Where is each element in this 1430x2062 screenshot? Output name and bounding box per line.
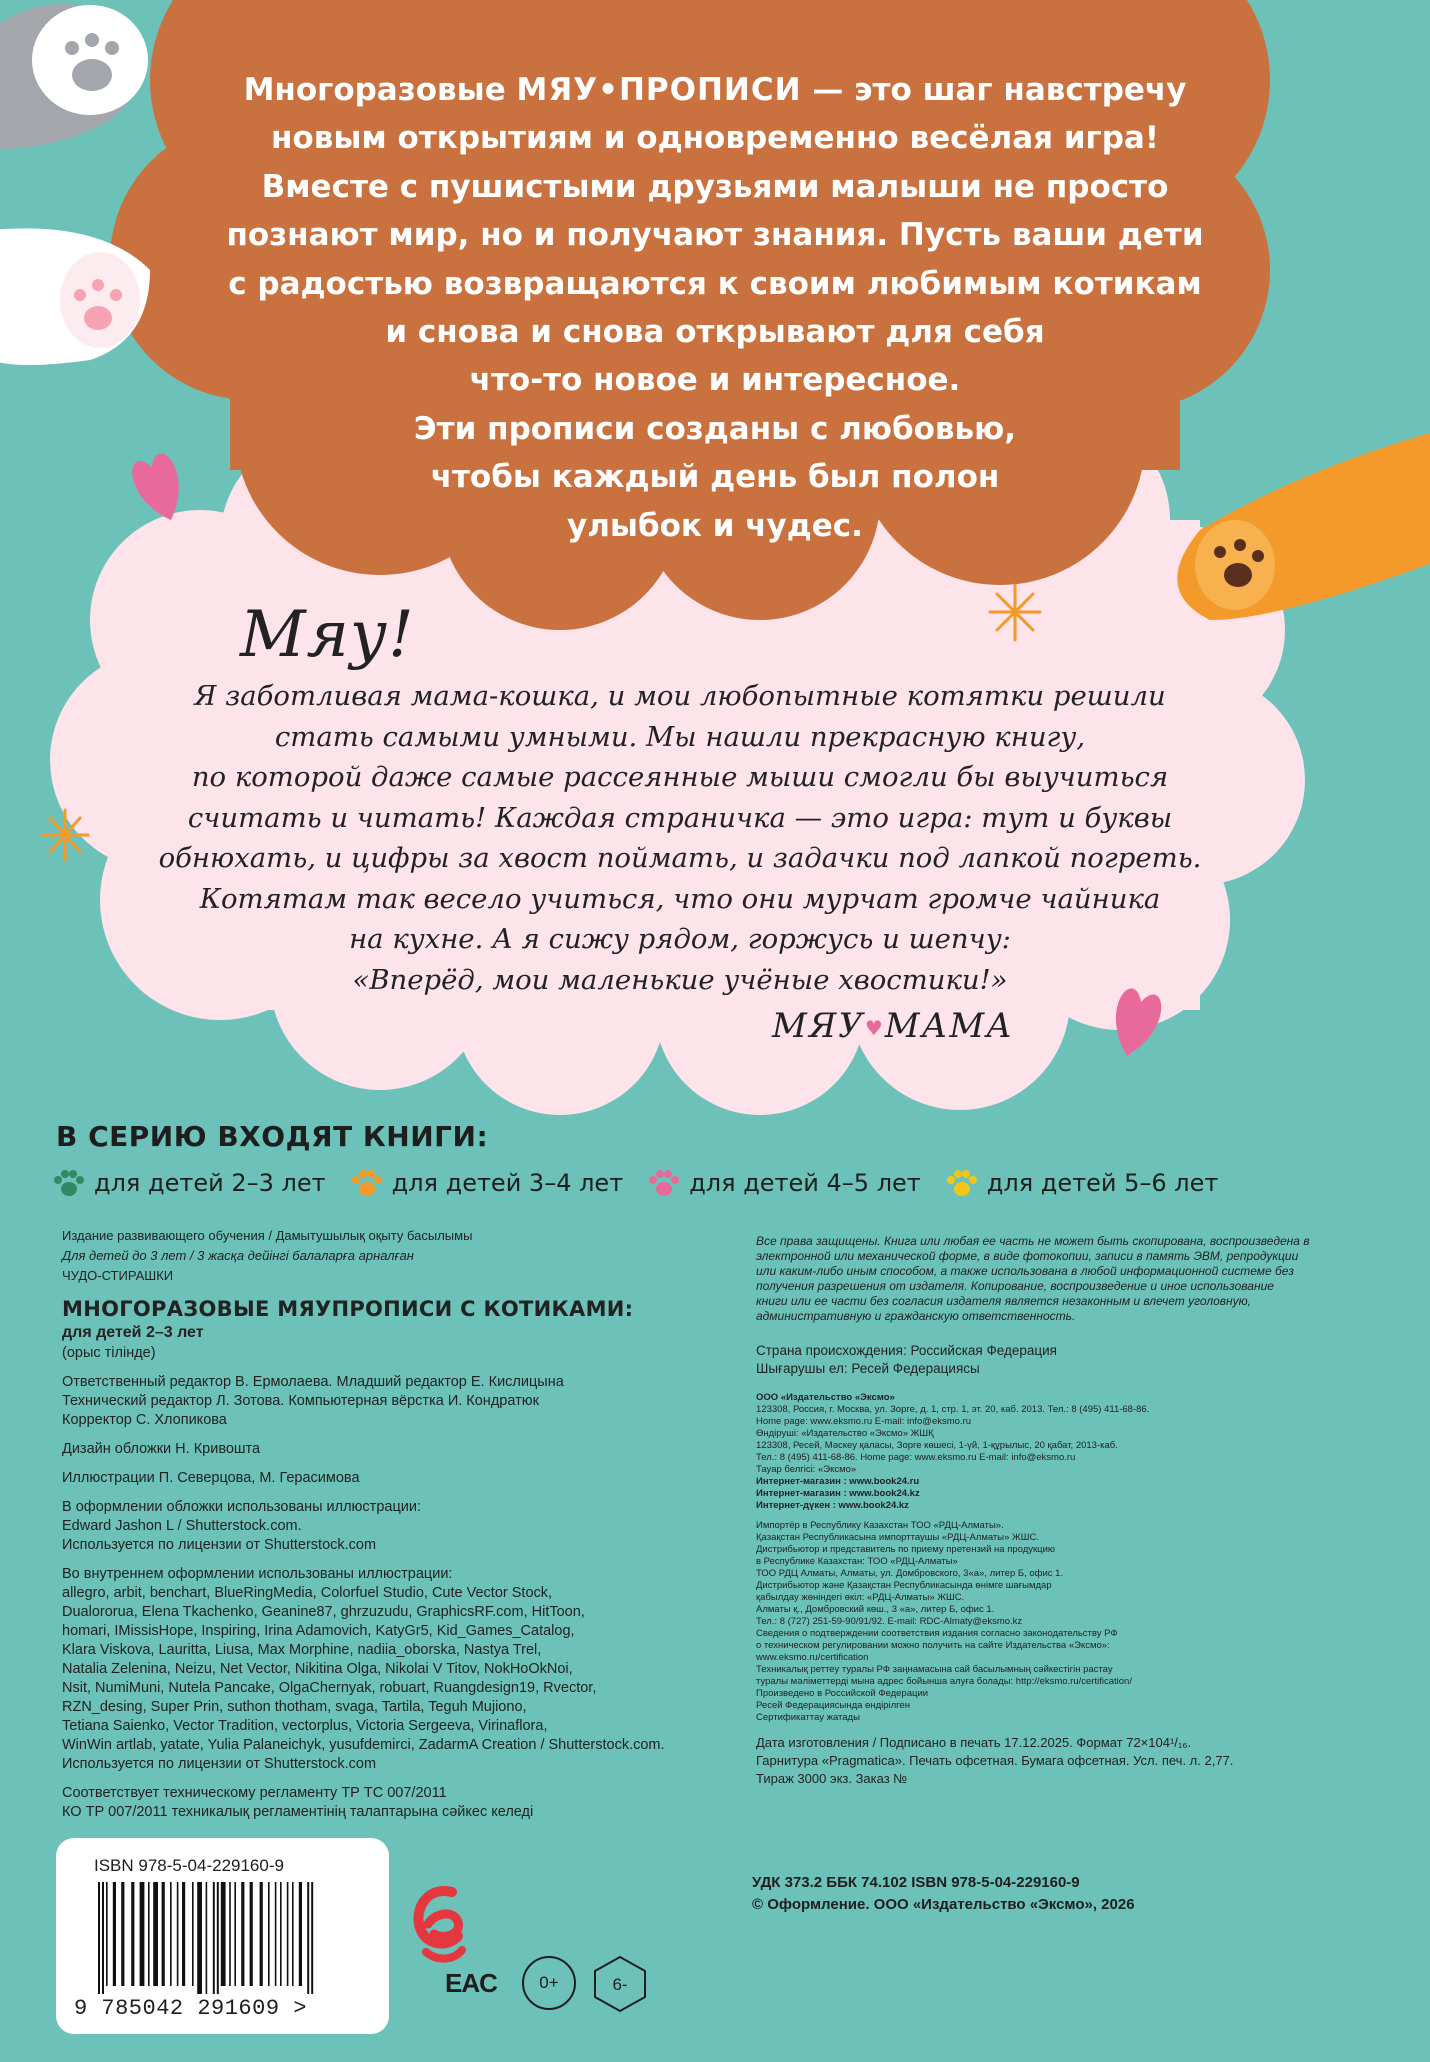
barcode-bar: [131, 1882, 134, 1986]
intro-line-1: Многоразовые МЯУ•ПРОПИСИ — это шаг навстречу: [243, 72, 1187, 108]
cover-illus-line: В оформлении обложки использованы иллюстрации:: [62, 1499, 421, 1515]
series-item-4-5: [647, 1168, 921, 1198]
age-note: Для детей до 3 лет / 3 жасқа дейінгі балаларға арналған: [62, 1248, 414, 1263]
illustrators: Иллюстрации П. Северцова, М. Герасимова: [62, 1470, 360, 1486]
barcode-bar: [113, 1882, 116, 1986]
barcode-bar: [311, 1882, 313, 1994]
barcode-bar: [250, 1882, 253, 1986]
barcode-bar: [140, 1882, 145, 1986]
letter-line: считать и читать! Каждая страничка — это игра: тут и буквы: [187, 801, 1173, 834]
inner-illus-line: Dualororua, Elena Tkachenko, Geanine87, ghrzuzudu, GraphicsRF.com, HitToon,: [62, 1604, 585, 1620]
letter-line: стать самыми умными. Мы нашли прекрасную книгу,: [274, 720, 1086, 753]
barcode-bar: [148, 1882, 150, 1986]
inner-illus-line: Klara Viskova, Lauritta, Liusa, Max Morphine, nadiia_oborska, Nastya Trel,: [62, 1642, 542, 1658]
book-title: МНОГОРАЗОВЫЕ МЯУПРОПИСИ С КОТИКАМИ:: [62, 1297, 634, 1321]
rights-notice: Все права защищены. Книга или любая ее часть не может быть скопирована, воспроизведена в электронной или механической форме, в виде фотокопии, записи в память ЭВМ, репродукции или каким-либо иным способом, а также использована в любой информационной системе без получения разрешения от издателя. Копирование, воспроизведение и иное использование книги или ее части без согласия издателя является незаконным и влечет уголовную, административную и гражданскую ответственность.: [756, 1234, 1310, 1323]
inner-illus-line: homari, IMissisHope, Inspiring, Irina Adamovich, KatyGr5, Kid_Games_Catalog,: [62, 1623, 575, 1639]
regulation-line: Соответствует техническому регламенту ТР ТС 007/2011: [62, 1785, 447, 1801]
barcode-bar: [280, 1882, 282, 1986]
barcode-bar: [98, 1882, 100, 1994]
inner-illus-line: Во внутреннем оформлении использованы иллюстрации:: [62, 1566, 453, 1582]
cover-illus-line: Используется по лицензии от Shutterstock.com: [62, 1537, 377, 1553]
series-name: ЧУДО-СТИРАШКИ: [62, 1268, 174, 1283]
imprint-left: [62, 1226, 702, 1822]
barcode-bar: [121, 1882, 124, 1986]
barcode-bar: [299, 1882, 302, 1986]
paw-icon: [945, 1168, 979, 1198]
staff-line: Технический редактор Л. Зотова. Компьютерная вёрстка И. Кондратюк: [62, 1393, 539, 1409]
book-subtitle: для детей 2–3 лет: [62, 1324, 204, 1341]
letter-line: по которой даже самые рассеянные мыши смогли бы выучиться: [191, 761, 1169, 793]
barcode-bar: [217, 1882, 219, 1994]
intro-line: и снова и снова открывают для себя: [385, 314, 1045, 351]
series-list: [52, 1168, 1218, 1198]
barcode-bar: [177, 1882, 179, 1986]
barcode-bar: [192, 1882, 194, 1986]
print-info: Дата изготовления / Подписано в печать 17.12.2025. Формат 72×104¹/₁₆. Гарнитура «Pragmatica». Печать офсетная. Бумага офсетная. Усл. печ. л. 2,77. Тираж 3000 экз. Заказ №: [756, 1735, 1234, 1786]
intro-line: познают мир, но и получают знания. Пусть ваши дети: [226, 217, 1204, 254]
intro-line: новым открытиям и одновременно весёлая игра!: [271, 120, 1159, 157]
series-item-label: для детей 3–4 лет: [391, 1169, 624, 1197]
letter-line: Котятам так весело учиться, что они мурчат громче чайника: [199, 882, 1161, 915]
intro-text: [195, 66, 1235, 550]
barcode-bar: [213, 1882, 215, 1994]
barcode-digits: 9 785042 291609 >: [74, 1996, 307, 2021]
age-rating-badge: 0+: [522, 1956, 576, 2010]
letter-signature: МЯУ♥МАМА: [772, 1006, 1014, 1046]
regulation-line: КО ТР 007/2011 техникалық регламентінің талаптарына сәйкес келеді: [62, 1804, 534, 1820]
letter-line: обнюхать, и цифры за хвост поймать, и задачки под лапкой погреть.: [158, 842, 1202, 874]
barcode-bar: [268, 1882, 270, 1986]
barcode-bar: [170, 1882, 172, 1986]
barcode-bar: [260, 1882, 263, 1986]
paw-icon: [350, 1168, 384, 1198]
barcode-bar: [162, 1882, 165, 1986]
inner-illus-line: allegro, arbit, benchart, BlueRingMedia, Colorfuel Studio, Cute Vector Stock,: [62, 1585, 553, 1601]
sparkle-left-icon: [42, 810, 88, 860]
series-title: В СЕРИЮ ВХОДЯТ КНИГИ:: [56, 1120, 489, 1153]
cover-designer: Дизайн обложки Н. Кривошта: [62, 1441, 261, 1457]
barcode-bar: [106, 1882, 108, 1986]
barcode-bar: [197, 1882, 202, 1994]
letter-body: [130, 676, 1230, 1000]
edition-note: Издание развивающего обучения / Дамытушылық оқыту басылымы: [62, 1228, 473, 1243]
barcode-bar: [292, 1882, 294, 1986]
intro-line: Вместе с пушистыми друзьями малыши не просто: [261, 168, 1169, 205]
brand-name: МЯУ•ПРОПИСИ: [516, 72, 802, 108]
country-of-origin: Страна происхождения: Российская Федерация Шығарушы ел: Ресей Федерациясы: [756, 1343, 1057, 1376]
barcode-bar: [234, 1882, 236, 1986]
cover-illus-line: Edward Jashon L / Shutterstock.com.: [62, 1518, 302, 1534]
letter-heading: Мяу!: [240, 598, 415, 672]
classification-codes: [752, 1872, 1312, 1916]
barcode-box: [56, 1838, 389, 2034]
series-item-5-6: [945, 1168, 1219, 1198]
paw-icon: [52, 1168, 86, 1198]
intro-line: чтобы каждый день был полон: [430, 459, 1000, 496]
series-item-label: для детей 2–3 лет: [94, 1169, 326, 1197]
barcode-bar: [206, 1882, 208, 1994]
udk-isbn-line: УДК 373.2 ББК 74.102 ISBN 978-5-04-229160-9: [752, 1874, 1080, 1891]
grey-paw-top-left: [0, 4, 148, 150]
importer-block: Импортёр в Республику Казахстан ТОО «РДЦ-Алматы». Қазақстан Республикасына импорттаушы «РДЦ-Алматы» ЖШС. Дистрибьютор и представитель по приему претензий на продукцию в Республике Казахстан: ТОО «РДЦ-Алматы» ТОО РДЦ Алматы, Алматы, ул. Домбровского, 3«а», литер Б, офис 1. Дистрибьютор және Қазақстан Республикасында өнімге шағымдар қабылдау жөніндегі өкіл: «РДЦ-Алматы» ЖШС. Алматы қ., Домбровский көш., 3 «а», литер Б, офис 1. Тел.: 8 (727) 251-59-90/91/92. E-mail: RDC-Almaty@eksmo.kz Сведения о подтверждении соответствия издания согласно законодательству РФ о техническом регулировании можно получить на сайте Издательства «Эксмо»: www.eksmo.ru/certification Техникалық реттеу туралы РФ заңнамасына сай басылымның сәйкестігін растау туралы мәліметтерді мына адрес бойынша алуға болады: http://eksmo.ru/certification/ Произведено в Российской Федерации Ресей Федерациясында өндірілген Сертификаттау жатады: [756, 1520, 1132, 1723]
eac-mark: EAC: [445, 1967, 497, 1998]
inner-illus-line: WinWin artlab, yatate, Yulia Palaneichyk, yusufdemirci, ZadarmA Creation / Shutterstock.com.: [62, 1737, 665, 1753]
inner-illus-line: Tetiana Saienko, Vector Tradition, vectorplus, Victoria Sergeeva, Virinaflora,: [62, 1718, 548, 1734]
letter-line: «Вперёд, мои маленькие учёные хвостики!»: [352, 963, 1008, 996]
barcode-bar: [229, 1882, 231, 1986]
copyright-line: © Оформление. ООО «Издательство «Эксмо», 2026: [752, 1896, 1135, 1913]
barcode-image: [92, 1882, 354, 1994]
age-hexagon-badge: [590, 1954, 650, 2014]
heart-dot-icon: ♥: [864, 1016, 885, 1040]
series-item-3-4: [350, 1168, 624, 1198]
barcode-bar: [153, 1882, 158, 1986]
inner-illus-line: Nsit, NumiMuni, Nutela Pancake, OlgaChernyak, robuart, Ruangdesign19, Rvector,: [62, 1680, 597, 1696]
staff-line: Ответственный редактор В. Ермолаева. Младший редактор Е. Кислицына: [62, 1374, 564, 1390]
intro-line: Эти прописи созданы с любовью,: [413, 410, 1017, 447]
language-note: (орыс тілінде): [62, 1345, 156, 1361]
barcode-bar: [307, 1882, 309, 1994]
barcode-bar: [102, 1882, 104, 1994]
barcode-bar: [287, 1882, 289, 1986]
barcode-bar: [275, 1882, 277, 1986]
intro-line: улыбок и чудес.: [567, 507, 863, 544]
letter-line: Я заботливая мама-кошка, и мои любопытные котятки решили: [194, 680, 1166, 712]
barcode-bar: [221, 1882, 226, 1986]
intro-line: что-то новое и интересное.: [469, 362, 961, 399]
series-item-2-3: [52, 1168, 326, 1198]
inner-illus-line: RZN_desing, Super Prin, suthon thotham, svaga, Tartila, Teguh Mujiono,: [62, 1699, 527, 1715]
inner-illus-line: Natalia Zelenina, Neizu, Net Vector, Nikitina Olga, Nikolai V Titov, NokHoOkNoi,: [62, 1661, 573, 1677]
isbn-label: ISBN 978-5-04-229160-9: [94, 1856, 284, 1875]
intro-line: с радостью возвращаются к своим любимым котикам: [228, 265, 1202, 302]
staff-line: Корректор С. Хлопикова: [62, 1412, 227, 1428]
barcode-bar: [241, 1882, 244, 1986]
inner-illus-line: Используется по лицензии от Shutterstock.com: [62, 1756, 377, 1772]
publisher-block: ООО «Издательство «Эксмо» 123308, Россия, г. Москва, ул. Зорге, д. 1, стр. 1, эт. 20, каб. 2013. Тел.: 8 (495) 411-68-86. Home page: www.eksmo.ru E-mail: info@eksmo.ru Өндіруші: «Издательство «Эксмо» ЖШҚ 123308, Ресей, Мәскеу қаласы, Зорге көшесі, 1-үй, 1-құрылыс, 20 қабат, 2013-каб. Тел.: 8 (495) 411-68-86. Home page: www.eksmo.ru E-mail: info@eksmo.ru Тауар белгісі: «Эксмо» Интернет-магазин : www.book24.ru Интернет-магазин : www.book24.kz Интернет-дүкен : www.book24.kz: [756, 1392, 1150, 1511]
series-item-label: для детей 5–6 лет: [986, 1169, 1219, 1197]
age-hexagon-text: 6-: [612, 1975, 628, 1994]
paw-icon: [647, 1168, 681, 1198]
imprint-right: [756, 1234, 1311, 1788]
letter-line: на кухне. А я сижу рядом, горжусь и шепчу:: [349, 923, 1011, 955]
series-item-label: для детей 4–5 лет: [689, 1169, 921, 1197]
barcode-bar: [182, 1882, 185, 1986]
